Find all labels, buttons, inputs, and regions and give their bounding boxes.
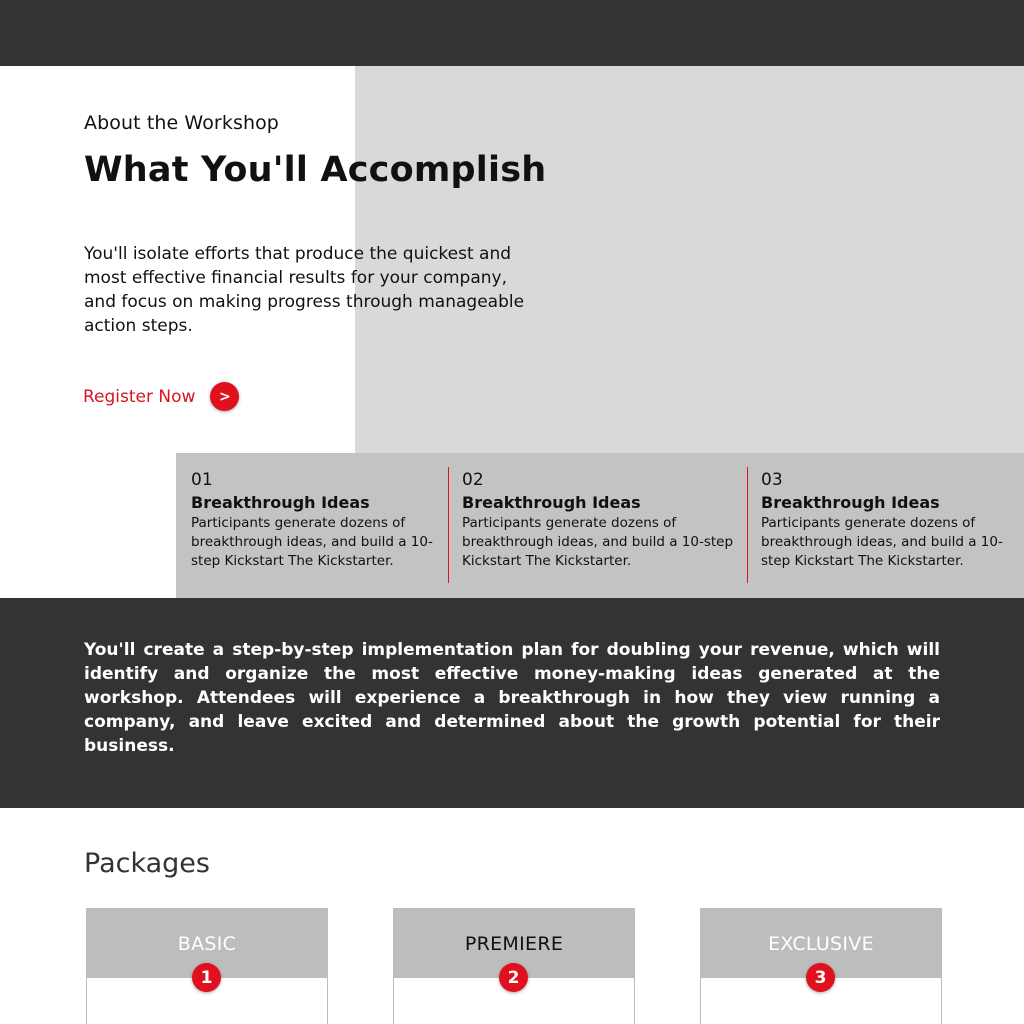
package-name: EXCLUSIVE bbox=[768, 932, 874, 955]
section-eyebrow: About the Workshop bbox=[84, 112, 279, 134]
feature-number: 01 bbox=[191, 470, 213, 490]
package-number-badge: 1 bbox=[192, 963, 221, 992]
feature-item bbox=[747, 467, 1024, 583]
package-card-premiere[interactable] bbox=[393, 908, 635, 1024]
package-number-badge: 2 bbox=[499, 963, 528, 992]
feature-item bbox=[448, 467, 748, 583]
register-now-label[interactable]: Register Now bbox=[83, 386, 196, 407]
package-card-exclusive[interactable] bbox=[700, 908, 942, 1024]
package-number-badge: 3 bbox=[806, 963, 835, 992]
package-name: BASIC bbox=[177, 932, 237, 955]
feature-number: 03 bbox=[761, 470, 783, 490]
packages-heading: Packages bbox=[84, 848, 210, 879]
feature-description: Participants generate dozens of breakthrough ideas, and build a 10-step Kickstart The Kickstarter. bbox=[761, 515, 1003, 569]
summary-paragraph: You'll create a step-by-step implementation plan for doubling your revenue, which will identify and organize the most effective money-making ideas generated at the workshop. Attendees will experience a breakthrough in how they view running a company, and leave excited and determined about the growth potential for their business. bbox=[84, 640, 940, 756]
feature-description: Participants generate dozens of breakthrough ideas, and build a 10-step Kickstart The Kickstarter. bbox=[462, 515, 734, 569]
feature-number: 02 bbox=[462, 470, 484, 490]
feature-title: Breakthrough Ideas bbox=[761, 493, 940, 512]
intro-paragraph: You'll isolate efforts that produce the quickest and most effective financial results for your company, and focus on making progress through manageable action steps. bbox=[84, 244, 525, 336]
top-nav-bar bbox=[0, 0, 1024, 66]
package-name: PREMIERE bbox=[464, 932, 564, 955]
package-card-basic[interactable] bbox=[86, 908, 328, 1024]
feature-description: Participants generate dozens of breakthrough ideas, and build a 10-step Kickstart The Kickstarter. bbox=[191, 515, 433, 569]
register-now-button[interactable] bbox=[83, 382, 239, 411]
feature-title: Breakthrough Ideas bbox=[462, 493, 641, 512]
feature-item bbox=[191, 467, 447, 583]
page-title: What You'll Accomplish bbox=[84, 150, 547, 190]
features-panel bbox=[176, 453, 1024, 598]
about-section bbox=[0, 66, 1024, 598]
summary-band bbox=[0, 598, 1024, 808]
feature-title: Breakthrough Ideas bbox=[191, 493, 370, 512]
chevron-right-icon[interactable]: > bbox=[210, 382, 239, 411]
